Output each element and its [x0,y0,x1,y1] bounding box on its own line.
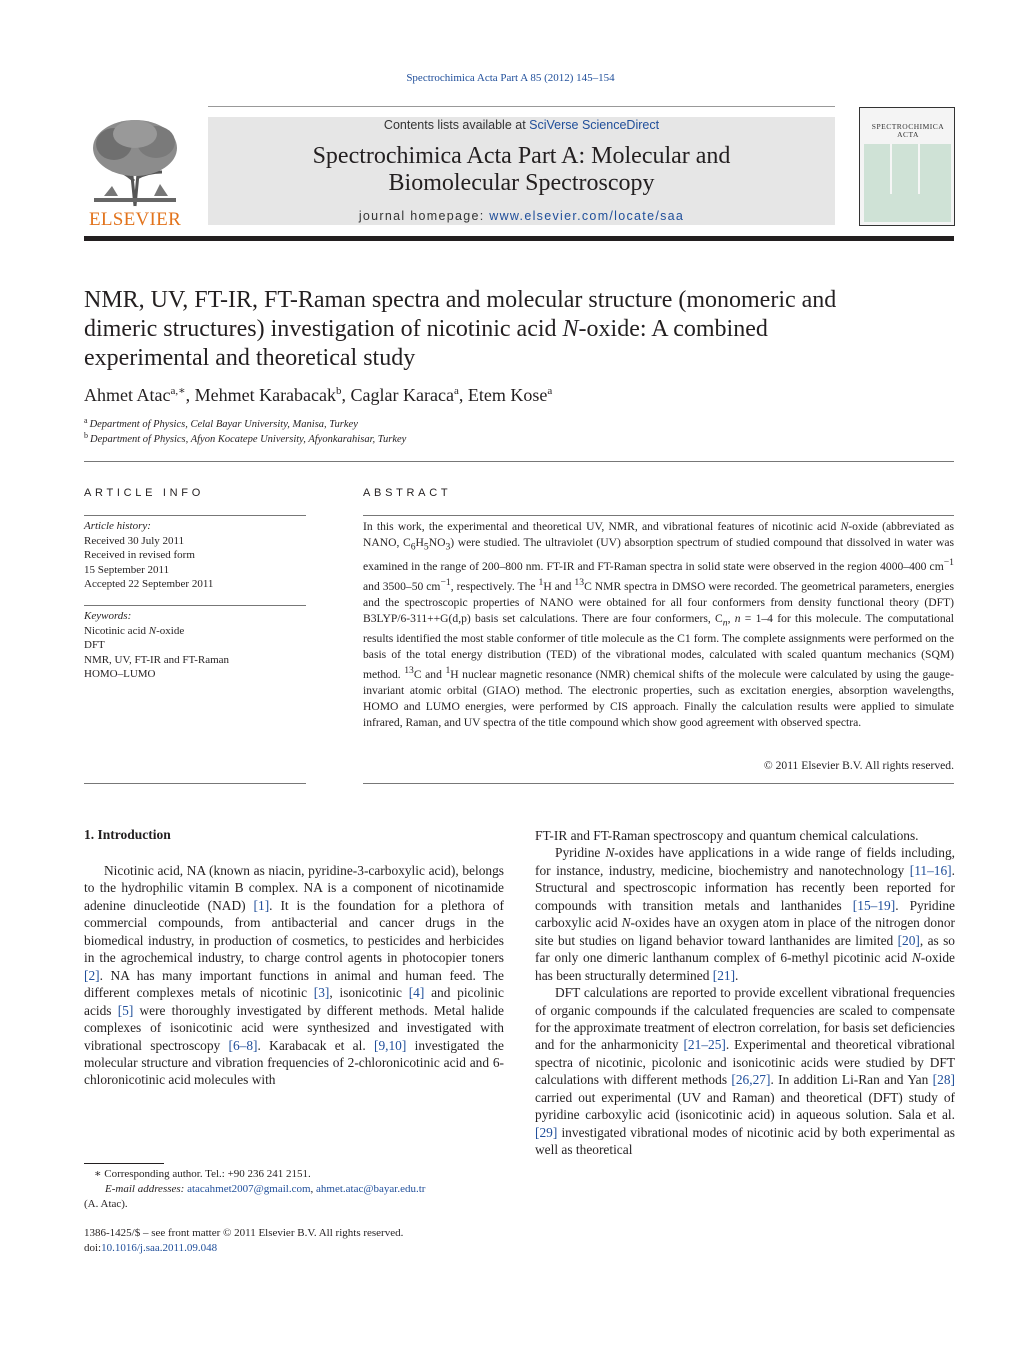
ref-link[interactable]: [5] [117,1002,134,1018]
header-thick-rule [84,236,954,241]
email-line: E-mail addresses: atacahmet2007@gmail.com, ahmet.atac@bayar.edu.tr [105,1183,426,1195]
cover-image [864,144,951,222]
article-title-line2 [84,315,954,344]
author-affil-sup[interactable] [454,385,459,397]
author-affil-sup[interactable] [170,385,185,397]
introduction-heading: 1. Introduction [84,827,171,842]
footnote-rule [84,1163,164,1164]
affiliation-text: Department of Physics, Celal Bayar University, Manisa, Turkey [89,419,358,430]
ref-link[interactable]: [20] [897,932,920,948]
history-item: 15 September 2011 [84,563,170,576]
doi-prefix: doi: [84,1242,102,1254]
doi-line [84,1241,403,1256]
article-title [84,286,954,373]
article-info-heading: ARTICLE INFO [84,487,204,499]
email-link[interactable]: ahmet.atac@bayar.edu.tr [316,1183,426,1195]
author-sup-text: a [453,385,459,397]
ref-link[interactable]: [21–25] [683,1037,726,1053]
info-rule [84,515,306,516]
title-part: -oxide: A combined [578,316,768,342]
title-italic-n: N [562,316,579,342]
keyword-item: NMR, UV, FT-IR and FT-Raman [84,653,230,666]
keyword-item: DFT [84,639,105,651]
author-sup-text: a,∗ [170,385,186,397]
ref-link[interactable]: [2] [84,967,100,983]
abstract-rule [363,515,954,516]
elsevier-wordmark: ELSEVIER [88,209,182,230]
ref-link[interactable]: [29] [535,1124,558,1140]
ref-link[interactable]: [26,27] [731,1072,771,1088]
section-divider [84,461,954,462]
affiliation-sup: b [84,430,88,440]
cover-stripe [918,144,920,194]
history-item: Received in revised form [84,549,195,561]
header-top-rule [208,106,835,107]
footnote [84,1167,504,1212]
affiliation-list [84,417,406,447]
email-label: E-mail addresses: [105,1183,188,1195]
journal-title [208,143,835,197]
copyright-notice: © 2011 Elsevier B.V. All rights reserved. [763,759,954,772]
corresponding-author: ∗ Corresponding author. Tel.: +90 236 241 2151. [94,1168,311,1180]
journal-citation[interactable]: Spectrochimica Acta Part A 85 (2012) 145–154 [406,72,615,84]
article-title-line1: NMR, UV, FT-IR, FT-Raman spectra and molecular structure (monomeric and [84,287,837,313]
affiliation-text: Department of Physics, Afyon Kocatepe University, Afyonkarahisar, Turkey [90,434,407,445]
sciencedirect-link[interactable]: SciVerse ScienceDirect [529,118,660,132]
author-name[interactable]: Etem Kose [467,385,548,405]
ref-link[interactable]: [4] [408,985,425,1001]
issn-block [84,1226,403,1256]
history-item: Accepted 22 September 2011 [84,578,214,590]
info-rule [84,605,306,606]
ref-link[interactable]: [9,10] [373,1037,407,1053]
keywords-label: Keywords: [84,610,132,622]
cover-title-line1: SPECTROCHIMICA [871,122,945,131]
keyword-item: HOMO–LUMO [84,668,156,680]
cover-title [866,123,950,139]
journal-title-line1: Spectrochimica Acta Part A: Molecular and [312,143,731,169]
keyword-item: Nicotinic acid N-oxide [84,624,185,637]
doi-link[interactable]: 10.1016/j.saa.2011.09.048 [101,1242,218,1254]
ref-link[interactable]: [15–19] [852,897,896,913]
author-name[interactable]: Ahmet Atac [84,385,171,405]
abstract-heading: ABSTRACT [363,487,452,499]
keywords [84,609,306,682]
email-owner: (A. Atac). [84,1198,128,1210]
author-sup-text: a [547,385,553,397]
ref-link[interactable]: [6–8] [228,1037,258,1053]
journal-title-line2: Biomolecular Spectroscopy [388,170,655,196]
homepage-prefix: journal homepage: [358,209,490,223]
cover-title-line2: ACTA [897,130,919,139]
contents-available-line [208,118,835,132]
affiliation [84,417,406,432]
title-part: dimeric structures) investigation of nicotinic acid [84,316,563,342]
history-label: Article history: [84,520,151,532]
author-list: Ahmet Atac$^{a,∗}$, Mehmet Karabacak$^b$, Caglar Karaca$^a$, Etem Kose$^a$ [84,385,553,405]
journal-cover-thumbnail[interactable] [859,107,955,226]
issn-line: 1386-1425/$ – see front matter © 2011 Elsevier B.V. All rights reserved. [84,1227,404,1239]
author-affil-sup[interactable] [336,385,342,397]
ref-link[interactable]: [28] [932,1072,955,1088]
email-link[interactable]: atacahmet2007@gmail.com [187,1183,311,1195]
author-affil-sup[interactable] [547,385,552,397]
article-history [84,519,306,592]
body-column-left: Nicotinic acid, NA (known as niacin, pyridine-3-carboxylic acid), belongs to the hydrophilic vitamin B complex. NA is a component of nicotinamide adenine dinucleotide (NAD) [1]. It is the foundation for a plethora of commercial compounds, from antibacterial and cancer drugs in the biomedical industry, in production of cosmetics, to pesticides and herbicides in the agrochemical industry, to charge control agents in photocopier toners [2]. NA has many important functions in animal and human feed. The different complexes metals of nicotinic [3], isonicotinic [4] and picolinic acids [5] were thoroughly investigated by different methods. Metal halide complexes of isonicotinic acid were synthesized and investigated with vibrational spectroscopy [6–8]. Karabacak et al. [9,10] investigated the molecular structure and vibration frequencies of 2-chloronicotinic acid and 6-chloronicotinic acid molecules with [84,863,504,1088]
contents-prefix: Contents lists available at [383,118,530,132]
author-name[interactable]: Mehmet Karabacak [194,385,337,405]
history-item: Received 30 July 2011 [84,534,185,547]
author-sup-text: b [336,385,342,397]
affiliation [84,432,406,447]
article-title-line3: experimental and theoretical study [84,345,416,371]
journal-homepage-line [208,209,835,223]
body-column-right: FT-IR and FT-Raman spectroscopy and quantum chemical calculations. Pyridine N-oxides have applications in a wide range of fields including, for instance, industry, medicine, biochemistry and nanotechnology [11–16]. Structural and spectroscopic information has recently been reported for compounds with transition metals and lanthanides [15–19]. Pyridine carboxylic acid N-oxides have an oxygen atom in place of the nitrogen donor site but studies on ligand behavior toward lanthanides are limited [20], as so far only one dimeric lanthanum complex of 6-methyl picotinic acid N-oxide has been structurally determined [21]. DFT calculations are reported to provide excellent vibrational frequencies of organic compounds if the calculated frequencies are scaled to compensate for the approximate treatment of electron correlation, for basis set deficiencies and for the anharmonicity [21–25]. Experimental and theoretical vibrational spectra of nicotinic, picolonic and isonicotinic acids were studied by DFT calculations with different methods [26,27]. In addition Li-Ran and Yan [28] carried out experimental (UV and Raman) and theoretical (DFT) study of pyridine carboxylic acid (isonicotinic acid) in aqueous solution. Sala et al. [29] investigated vibrational modes of nicotinic acid by both experimental as well as theoretical [535,828,956,1158]
info-rule-bottom [84,783,306,784]
ref-link[interactable]: [21] [712,967,736,983]
affiliation-sup: a [84,415,88,425]
ref-link[interactable]: [3] [313,985,330,1001]
cover-stripe [890,144,892,194]
author-name[interactable]: Caglar Karaca [350,385,454,405]
abstract-rule-bottom [363,783,954,784]
ref-link[interactable]: [1] [253,897,270,913]
homepage-link[interactable]: www.elsevier.com/locate/saa [489,209,685,223]
abstract-text: In this work, the experimental and theoretical UV, NMR, and vibrational features of nicotinic acid N-oxide (abbreviated as NANO, $C_6H_5NO_3$) were studied. The ultraviolet (UV) absorption spectrum of studied compound that dissolved in water was examined in the range of 200–800 nm. FT-IR and FT-Raman spectra in solid state were observed in the region 4000–400 $cm^{-1}$ and 3500–50 $cm^{-1}$, respectively. The $^1$H and $^{13}$C NMR spectra in DMSO were recorded. The geometrical parameters, energies and the spectroscopic properties of NANO were obtained for all four conformers from density functional theory (DFT) B3LYP/6-311++G(d,p) basis set calculations. There are four conformers, $C_n$, n = 1–4 for this molecule. The computational results identified the most stable conformer of title molecule as the C1 form. The complete assignments were performed on the basis of the total energy distribution (TED) of the vibrational modes, calculated with scaled quantum mechanics (SQM) method. $^{13}$C and $^1$H nuclear magnetic resonance (NMR) chemical shifts of the molecule were calculated by using the gauge-invariant atomic orbital (GIAO) method. The electronic properties, such as excitation energies, absorption wavelengths, HOMO and LUMO energies, were performed by CIS approach. Finally the calculation results were applied to simulate infrared, Raman, and UV spectra of the title compound which show good agreement with observed spectra. [363,520,954,730]
ref-link[interactable]: [11–16] [909,862,952,878]
